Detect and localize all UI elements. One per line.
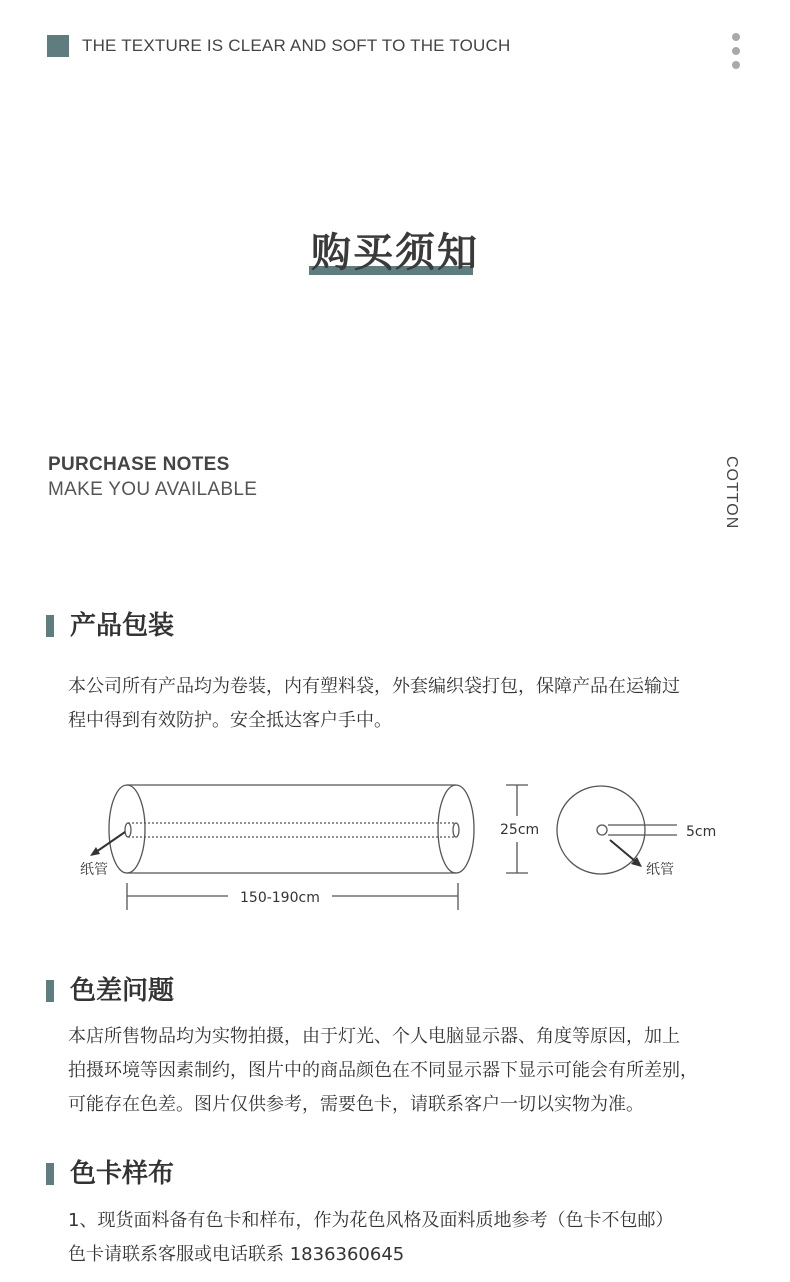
page-title: 购买须知 <box>311 230 479 276</box>
section-title-swatch: 色卡样布 <box>70 1159 175 1189</box>
cotton-label-text: COTTON <box>723 456 740 530</box>
color-diff-text <box>68 1020 758 1122</box>
cotton-side-label <box>722 456 750 530</box>
packaging-line: 本公司所有产品均为卷装，内有塑料袋，外套编织袋打包，保障产品在运输过 <box>68 676 680 697</box>
right-tube-label: 纸管 <box>646 862 674 878</box>
header-square-icon <box>47 35 69 57</box>
right-tube-arrow-line <box>610 840 635 861</box>
color-diff-line: 本店所售物品均为实物拍摄，由于灯光、个人电脑显示器、角度等原因，加上 <box>68 1026 680 1047</box>
packaging-text <box>68 670 758 738</box>
color-diff-line: 拍摄环境等因素制约，图片中的商品颜色在不同显示器下显示可能会有所差别， <box>68 1060 698 1081</box>
tube-right-end <box>453 823 459 837</box>
cylinder-right-end <box>438 785 474 873</box>
section-marker <box>46 615 54 637</box>
section-title-packaging: 产品包装 <box>70 611 175 641</box>
length-label: 150-190cm <box>240 890 320 906</box>
left-tube-label: 纸管 <box>80 862 108 878</box>
swatch-text <box>68 1204 758 1272</box>
section-title-color-diff: 色差问题 <box>70 976 175 1006</box>
swatch-line: 色卡请联系客服或电话联系 1836360645 <box>68 1244 405 1265</box>
color-diff-line: 可能存在色差。图片仅供参考，需要色卡，请联系客户一切以实物为准。 <box>68 1094 644 1115</box>
tube-left-end <box>125 823 131 837</box>
end-view-core <box>597 825 607 835</box>
left-tube-arrowhead <box>90 847 100 856</box>
diameter-label: 25cm <box>500 822 540 838</box>
end-view-roll <box>557 786 645 874</box>
packaging-line: 程中得到有效防护。安全抵达客户手中。 <box>68 710 392 731</box>
more-options-icon[interactable] <box>730 33 742 75</box>
section-marker <box>46 1163 54 1185</box>
purchase-notes-title: PURCHASE NOTES <box>48 454 230 475</box>
swatch-line: 1、现货面料备有色卡和样布，作为花色风格及面料质地参考（色卡不包邮） <box>68 1210 674 1231</box>
core-label: 5cm <box>686 824 717 840</box>
section-marker <box>46 980 54 1002</box>
roll-dimension-diagram <box>60 768 740 918</box>
purchase-notes-subtitle: MAKE YOU AVAILABLE <box>48 479 258 500</box>
header-tagline: THE TEXTURE IS CLEAR AND SOFT TO THE TOUCH <box>82 36 511 55</box>
cylinder-left-end <box>109 785 145 873</box>
main-title-wrap <box>0 225 790 281</box>
